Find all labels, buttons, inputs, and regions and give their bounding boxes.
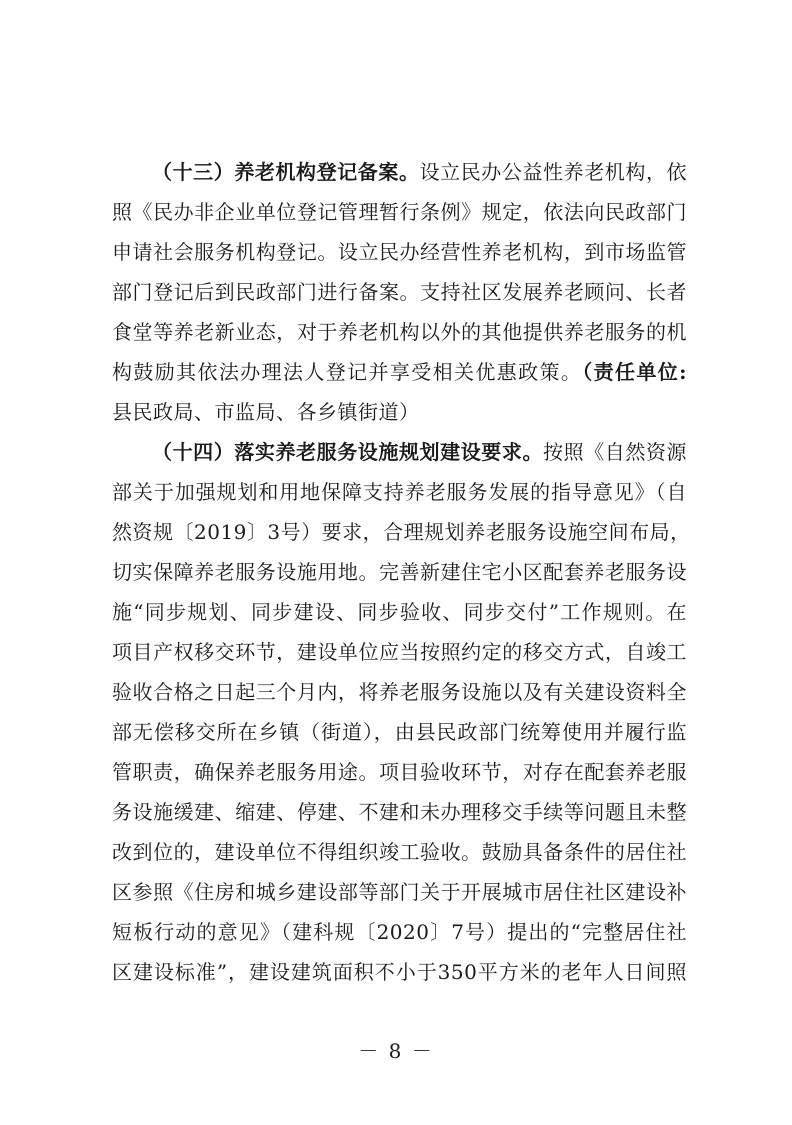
paragraph-line: 改到位的，建设单位不得组织竣工验收。鼓励具备条件的居住社 [112, 840, 687, 864]
paragraph-line: 短板行动的意见》（建科规〔2020〕7号）提出的“完整居住社 [112, 920, 687, 944]
paragraph-line: 管职责，确保养老服务用途。项目验收环节，对存在配套养老服 [112, 760, 687, 784]
paragraph-line: 然资规〔2019〕3号）要求，合理规划养老服务设施空间布局， [112, 520, 691, 544]
paragraph-line: 务设施缓建、缩建、停建、不建和未办理移交手续等问题且未整 [112, 800, 687, 824]
text-run: 构鼓励其依法办理法人登记并享受相关优惠政策。 [112, 360, 583, 384]
paragraph-line: 项目产权移交环节，建设单位应当按照约定的移交方式，自竣工 [112, 640, 687, 664]
page-number: － 8 － [358, 1039, 434, 1063]
paragraph-line: 部关于加强规划和用地保障支持养老服务发展的指导意见》（自 [112, 480, 687, 504]
paragraph-line: 区参照《住房和城乡建设部等部门关于开展城市居住社区建设补 [112, 880, 687, 904]
section-heading: （十三）养老机构登记备案 [152, 160, 399, 184]
paragraph-line: 照《民办非企业单位登记管理暂行条例》规定，依法向民政部门 [112, 200, 687, 224]
text-run: 按照《自然资源 [543, 440, 688, 464]
paragraph-line: 县民政局、市监局、各乡镇街道） [112, 400, 420, 424]
section-heading: （十四）落实养老服务设施规划建设要求 [152, 440, 523, 464]
paragraph-line: 切实保障养老服务设施用地。完善新建住宅小区配套养老服务设 [112, 560, 687, 584]
paragraph-line: 部无偿移交所在乡镇（街道），由县民政部门统筹使用并履行监 [112, 720, 687, 744]
paragraph-line: （十三）养老机构登记备案。设立民办公益性养老机构，依 [152, 160, 688, 184]
text-run: 设立民办公益性养老机构，依 [419, 160, 688, 184]
paragraph-line: 区建设标准”，建设建筑面积不小于350平方米的老年人日间照 [112, 960, 687, 984]
paragraph-line: 施“同步规划、同步建设、同步验收、同步交付”工作规则。在 [112, 600, 687, 624]
paragraph-line: （十四）落实养老服务设施规划建设要求。按照《自然资源 [152, 440, 688, 464]
responsibility-label: （责任单位: [582, 360, 688, 384]
paragraph-line: 验收合格之日起三个月内，将养老服务设施以及有关建设资料全 [112, 680, 687, 704]
paragraph-line [112, 352, 687, 392]
paragraph-line: 食堂等养老新业态，对于养老机构以外的其他提供养老服务的机 [112, 320, 687, 344]
paragraph-line: 部门登记后到民政部门进行备案。支持社区发展养老顾问、长者 [112, 280, 687, 304]
paragraph-line: 申请社会服务机构登记。设立民办经营性养老机构，到市场监管 [112, 240, 687, 264]
